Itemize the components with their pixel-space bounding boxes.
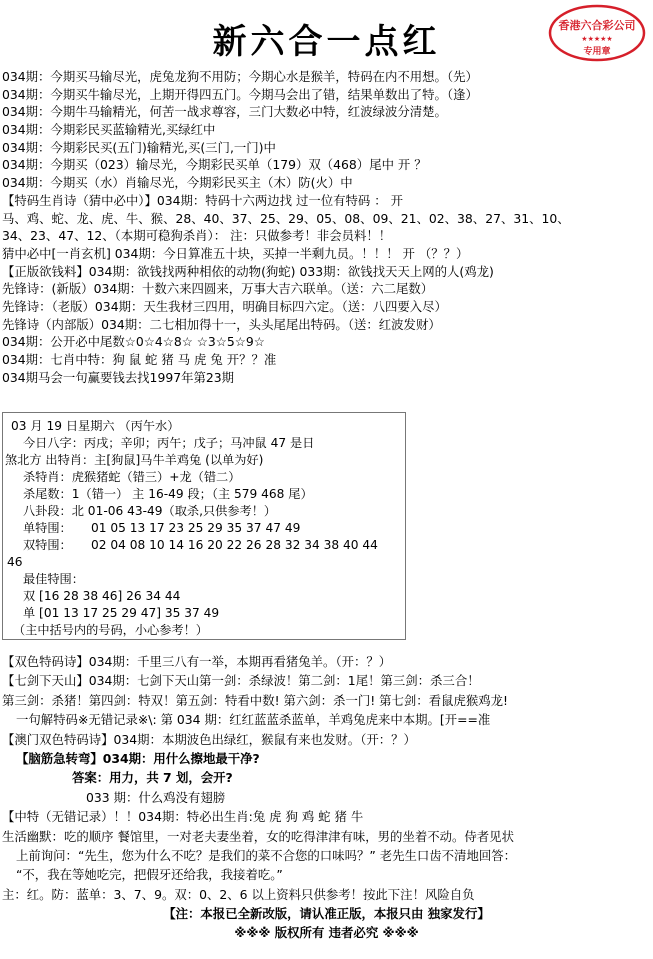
line-9: 马、鸡、蛇、龙、虎、牛、猴、28、40、37、25、29、05、08、09、21、02、38、27、31、10、: [2, 210, 570, 226]
line-18: 034期马会一句赢要钱去找1997年第23期: [2, 369, 235, 385]
footer-notice: 【注：本报已全新改版，请认准正版，本报只由 独家发行】: [163, 906, 490, 922]
line-10: 34、23、47、12、（本期可稳狗杀肖）： 注：只做参考！非会员料！！: [2, 228, 392, 244]
box-kill-zodiac: 杀特肖：虎猴猪蛇（错三）+龙（错二）: [23, 470, 241, 484]
seal-top-text: 香港六合彩公司: [558, 19, 636, 32]
daily-info-box: [2, 412, 406, 640]
line-7: 034期：今期买（水）肖输尽光，今期彩民买主（木）防(火）中: [2, 175, 353, 191]
box-best-double: 双 [16 28 38 46] 26 34 44: [23, 589, 181, 603]
box-date: 03 月 19 日星期六 （丙午水）: [11, 419, 180, 433]
riddle-033: 033 期：什么鸡没有翅膀: [86, 789, 226, 805]
line-4: 034期：今期彩民买蓝输精光,买绿红中: [2, 122, 216, 138]
line-11: 猜中必中[一肖玄机] 034期：今日算准五十块，买掉一半剩九员。！！！ 开 （？？）: [2, 245, 469, 261]
humor-line-2: 上前询问：“先生，您为什么不吃？是我们的菜不合您的口味吗？” 老先生口齿不清地回答：: [16, 847, 517, 863]
lower-line-1: 【双色特码诗】034期：千里三八有一举，本期再看猪兔羊。（开：？）: [2, 654, 392, 669]
lower-line-4: 一句解特码※无错记录※\: 第 034 期：红红蓝蓝杀蓝单，羊鸡兔虎来中本期。[开==准: [16, 712, 491, 728]
line-12: 【正版欲钱料】034期：欲钱找两种相依的动物(狗蛇) 033期：欲钱找天天上网的人(鸡龙): [2, 263, 494, 279]
line-15: 先锋诗（内部版）034期：二七相加得十一，头头尾尾出特码。（送：红波发财）: [2, 316, 441, 332]
box-kill-numbers: 杀尾数：1（错一） 主 16-49 段；（主 579 468 尾）: [23, 487, 313, 501]
line-2: 034期：今期买牛输尽光，上期开得四五门。今期马会出了错，结果单数出了特。（逢）: [2, 86, 478, 102]
line-5: 034期：今期彩民买(五门)输精光,买(三门,一门)中: [2, 139, 276, 155]
box-single-values: 01 05 13 17 23 25 29 35 37 47 49: [91, 521, 301, 535]
lower-line-5: 【澳门双色特码诗】034期：本期波色出绿红，猴鼠有来也发财。（开：？）: [2, 731, 416, 747]
line-17: 034期：七肖中特：狗 鼠 蛇 猪 马 虎 兔 开？？准: [2, 352, 277, 367]
riddle-question: 【脑筋急转弯】034期：用什么擦地最干净?: [16, 750, 260, 766]
line-16: 034期：公开必中尾数☆0☆4☆8☆ ☆3☆5☆9☆: [2, 334, 265, 350]
box-double-values: 02 04 08 10 14 16 20 22 26 28 32 34 38 40 44: [91, 538, 378, 552]
line-3: 034期：今期牛马输精光，何苦一战求尊容，三门大数必中特，红波绿波分清楚。: [2, 104, 447, 120]
line-8: 【特码生肖诗（猜中必中）】034期：特码十六两边找 过一位有特码 ： 开: [2, 192, 403, 208]
line-6: 034期：今期买（023）输尽光，今期彩民买单（179）双（468）尾中 开 ？: [2, 157, 427, 173]
line-13: 先锋诗：(新版）034期：十数六来四圆来，万事大吉六联单。（送：六二尾数）: [2, 281, 434, 297]
box-bazi: 今日八字：丙戌；辛卯；丙午；戊子；马冲鼠 47 是日: [23, 436, 315, 450]
line-14: 先锋诗：（老版）034期：天生我材三四用，明确目标四六定。（送：八四要入尽）: [2, 298, 447, 314]
box-best-single: 单 [01 13 17 25 29 47] 35 37 49: [23, 606, 220, 620]
box-best-label: 最佳特围：: [23, 572, 84, 586]
box-bagua: 八卦段：北 01-06 43-49（取杀,只供参考！）: [23, 504, 277, 518]
line-1: 034期：今期买马输尽光，虎兔龙狗不用防；今期心水是猴羊，特码在内不用想。（先）: [2, 69, 478, 84]
lower-line-2: 【七剑下天山】034期：七剑下天山第一剑：杀绿波！第二剑：1尾！第三剑：杀三合！: [2, 673, 480, 689]
lower-line-3: 第三剑：杀猪！第四剑：特双！第五剑：特看中数! 第六剑：杀一门! 第七剑：看鼠虎猴鸡龙!: [2, 692, 509, 708]
seal-stars: ★★★★★: [581, 35, 613, 43]
box-single-label: 单特围：: [23, 521, 72, 535]
box-double-tail: 46: [7, 555, 23, 569]
company-seal: [548, 4, 646, 62]
box-direction: 煞北方 出特肖：主[狗鼠]马牛羊鸡兔 (以单为好): [5, 453, 264, 467]
humor-line-3: “不，我在等她吃完，把假牙还给我，我接着吃。”: [16, 867, 283, 883]
box-note: （主中括号内的号码，小心参考！）: [13, 623, 208, 637]
riddle-answer: 答案：用力，共 7 划，会开?: [72, 770, 233, 786]
page-title: 新六合一点红: [212, 22, 441, 62]
lower-line-13: 主：红。防：蓝单：3、7、9。双：0、2、6 以上资料只供参考！按此下注！风险自负: [2, 886, 475, 902]
footer-copyright: ※※※ 版权所有 违者必究 ※※※: [234, 925, 419, 941]
seal-bottom-text: 专用章: [583, 47, 611, 57]
prediction-lines: [2, 68, 651, 386]
lower-section: [2, 652, 651, 943]
lower-line-9: 【中特（无错记录）！！034期：特必出生肖:兔 虎 狗 鸡 蛇 猪 牛: [2, 809, 364, 825]
humor-line-1: 生活幽默：吃的顺序 餐馆里，一对老夫妻坐着，女的吃得津津有味，男的坐着不动。侍者见状: [2, 828, 514, 844]
box-double-label: 双特围：: [23, 538, 72, 552]
